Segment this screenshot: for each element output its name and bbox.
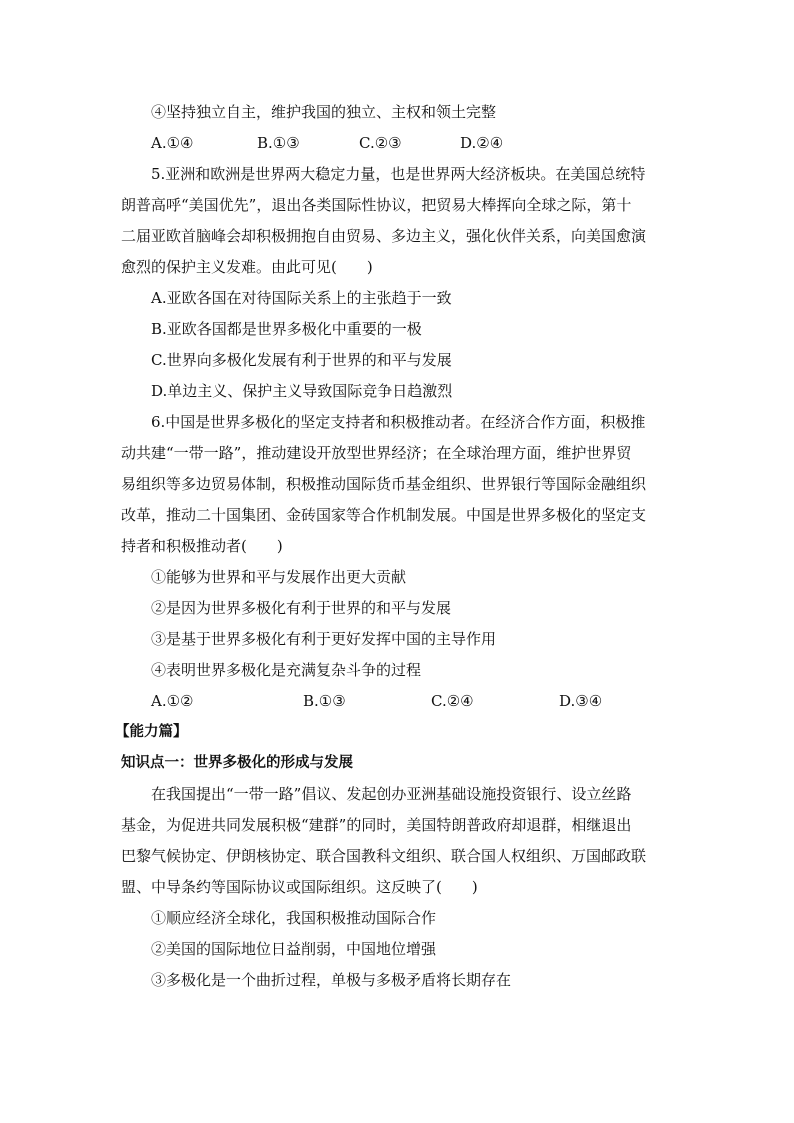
q4-answer-a: A.①④ — [151, 134, 194, 152]
q5-option-b: B.亚欧各国都是世界多极化中重要的一极 — [151, 320, 422, 338]
q6-answer-c: C.②④ — [431, 692, 474, 710]
q7-statement-3: ③多极化是一个曲折过程，单极与多极矛盾将长期存在 — [151, 971, 512, 989]
q6-stem-line: 6.中国是世界多极化的坚定支持者和积极推动者。在经济合作方面，积极推 — [151, 413, 646, 431]
q7-stem-line: 基金，为促进共同发展积极“建群”的同时，美国特朗普政府却退群，相继退出 — [121, 816, 632, 834]
q7-statement-2: ②美国的国际地位日益削弱，中国地位增强 — [151, 940, 437, 958]
q6-stem-line: 动共建“一带一路”，推动建设开放型世界经济；在全球治理方面，维护世界贸 — [121, 444, 632, 462]
q7-stem-line: 盟、中导条约等国际协议或国际组织。这反映了( ) — [121, 878, 478, 896]
q6-answer-a: A.①② — [151, 692, 194, 710]
q6-answer-b: B.①③ — [303, 692, 346, 710]
q4-option-4: ④坚持独立自主，维护我国的独立、主权和领土完整 — [151, 103, 497, 121]
q5-stem-line: 愈烈的保护主义发难。由此可见( ) — [121, 258, 373, 276]
q6-statement-1: ①能够为世界和平与发展作出更大贡献 — [151, 568, 407, 586]
document-body — [115, 97, 676, 996]
q6-answer-options — [121, 686, 676, 717]
q6-statement-4: ④表明世界多极化是充满复杂斗争的过程 — [151, 661, 422, 679]
q7-stem-line: 巴黎气候协定、伊朗核协定、联合国教科文组织、联合国人权组织、万国邮政联 — [121, 847, 647, 865]
q7-statement-1: ①顺应经济全球化，我国积极推动国际合作 — [151, 909, 437, 927]
q5-option-c: C.世界向多极化发展有利于世界的和平与发展 — [151, 351, 452, 369]
q4-answer-d: D.②④ — [460, 134, 504, 152]
q7-stem-line: 在我国提出“一带一路”倡议、发起创办亚洲基础设施投资银行、设立丝路 — [151, 785, 632, 803]
section-heading: 【能力篇】 — [115, 724, 188, 740]
q6-stem-line: 持者和积极推动者( ) — [121, 537, 283, 555]
q5-stem-line: 朗普高呼“美国优先”，退出各类国际性协议，把贸易大棒挥向全球之际，第十 — [121, 196, 632, 214]
q5-stem-line: 5.亚洲和欧洲是世界两大稳定力量，也是世界两大经济板块。在美国总统特 — [151, 165, 646, 183]
q4-answer-b: B.①③ — [257, 134, 300, 152]
q5-option-d: D.单边主义、保护主义导致国际竞争日趋激烈 — [151, 382, 453, 400]
q6-statement-2: ②是因为世界多极化有利于世界的和平与发展 — [151, 599, 452, 617]
q6-answer-d: D.③④ — [559, 692, 603, 710]
q6-stem-line: 易组织等多边贸易体制，积极推动国际货币基金组织、世界银行等国际金融组织 — [121, 475, 647, 493]
q6-stem-line: 改革，推动二十国集团、金砖国家等合作机制发展。中国是世界多极化的坚定支 — [121, 506, 647, 524]
q5-option-a: A.亚欧各国在对待国际关系上的主张趋于一致 — [151, 289, 452, 307]
q4-answer-options — [121, 128, 676, 159]
q6-statement-3: ③是基于世界多极化有利于更好发挥中国的主导作用 — [151, 630, 497, 648]
knowledge-point-heading: 知识点一：世界多极化的形成与发展 — [121, 755, 353, 771]
q5-stem-line: 二届亚欧首脑峰会却积极拥抱自由贸易、多边主义，强化伙伴关系，向美国愈演 — [121, 227, 647, 245]
q4-answer-c: C.②③ — [359, 134, 402, 152]
